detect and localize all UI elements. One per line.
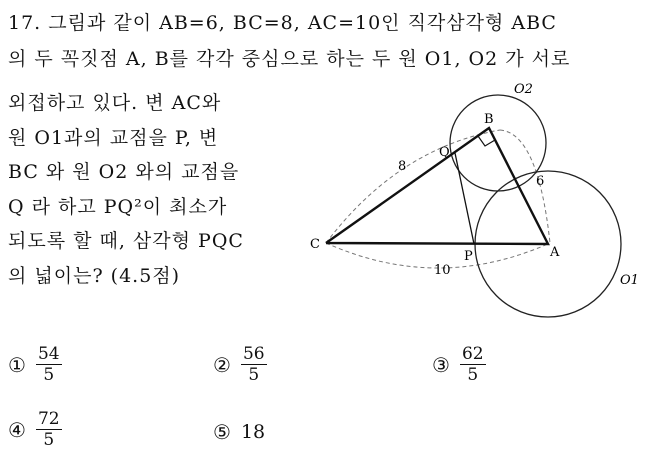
label-len-ac: 10: [434, 263, 451, 278]
wrap-line-6: 의 넓이는? (4.5점): [8, 264, 181, 287]
choice-3[interactable]: [432, 344, 486, 385]
triangle-circles-figure: [298, 78, 643, 318]
choice-1-numerator: 54: [37, 344, 60, 364]
choice-5-value: 18: [240, 421, 266, 443]
wrap-line-5: 되도록 할 때, 삼각형 PQC: [8, 230, 244, 252]
label-c: C: [310, 237, 320, 252]
choice-1-fraction: [36, 344, 62, 385]
choice-3-denominator: 5: [467, 365, 479, 385]
label-o2: O2: [514, 82, 533, 97]
choice-2[interactable]: [213, 344, 267, 385]
wrap-line-4: Q 라 하고 PQ²이 최소가: [8, 195, 228, 218]
choice-2-denominator: 5: [248, 365, 260, 385]
label-p: P: [464, 249, 473, 264]
choice-1-mark: ①: [8, 352, 26, 377]
wrap-line-3: BC 와 원 O2 와의 교점을: [8, 161, 240, 183]
choice-2-fraction: [241, 344, 267, 385]
label-o1: O1: [620, 273, 639, 288]
segment-pq: [455, 153, 474, 244]
label-len-bc: 8: [398, 159, 407, 174]
label-q: Q: [439, 145, 450, 160]
problem-wrap-text: [8, 86, 300, 293]
choice-2-numerator: 56: [242, 344, 265, 364]
wrap-line-2: 원 O1과의 교점을 P, 변: [8, 126, 219, 149]
problem-line-1: 17. 그림과 같이 AB=6, BC=8, AC=10인 직각삼각형 ABC: [8, 12, 557, 34]
problem-line-2: 의 두 꼭짓점 A, B를 각각 중심으로 하는 두 원 O1, O2 가 서로: [8, 48, 571, 70]
label-a: A: [550, 245, 560, 260]
choice-4-fraction: [36, 409, 62, 450]
right-angle-mark: [478, 136, 495, 146]
choice-2-mark: ②: [213, 352, 231, 377]
choice-3-numerator: 62: [461, 344, 484, 364]
choice-1-denominator: 5: [43, 365, 55, 385]
choice-5-mark: ⑤: [213, 420, 231, 444]
choice-4-denominator: 5: [43, 430, 55, 450]
choice-1[interactable]: [8, 344, 62, 385]
choice-4[interactable]: [8, 409, 62, 450]
circle-o2: [450, 95, 546, 191]
label-b: B: [484, 112, 494, 127]
choice-4-mark: ④: [8, 417, 26, 442]
choice-3-fraction: [460, 344, 486, 385]
choice-4-numerator: 72: [37, 409, 60, 429]
choice-3-mark: ③: [432, 352, 450, 377]
choice-5[interactable]: [213, 420, 265, 444]
label-len-ab: 6: [536, 174, 545, 189]
wrap-line-1: 외접하고 있다. 변 AC와: [8, 92, 222, 114]
triangle-abc: [326, 128, 548, 244]
